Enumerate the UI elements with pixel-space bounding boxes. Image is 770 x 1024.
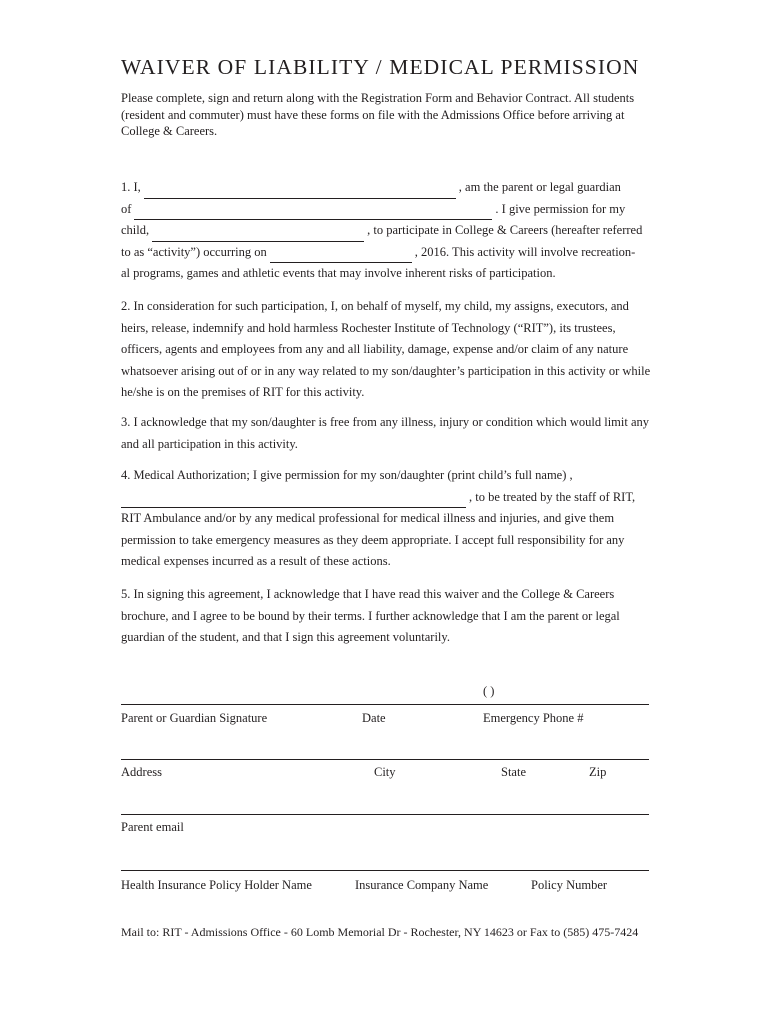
paragraph-3: 3. I acknowledge that my son/daughter is free from any illness, injury or condition which would limit any and all participation in this activity. [121, 415, 650, 451]
signature-label: Parent or Guardian Signature [121, 711, 268, 725]
p4-rest: RIT Ambulance and/or by any medical professional for medical illness and injuries, and give them permission to take emergency measures as they deem appropriate. I accept full responsibility for any medical expenses incurred as a result of these actions. [121, 511, 625, 568]
state-label: State [501, 765, 526, 779]
address-line[interactable] [121, 759, 649, 760]
zip-label: Zip [589, 765, 607, 779]
email-line[interactable] [121, 814, 649, 815]
insurance-company-label: Insurance Company Name [355, 878, 489, 892]
p1-line2-label-b: . I give permission for my [495, 201, 626, 216]
address-label: Address [121, 765, 162, 779]
p1-line3-label: child, [121, 223, 150, 237]
p1-line2-label: of [121, 201, 132, 216]
p1-line3-label-b: , to participate in College & Careers (hereafter referred [367, 223, 643, 237]
emergency-phone-label: Emergency Phone # [483, 711, 584, 725]
signature-line[interactable] [121, 704, 649, 705]
paragraph-1 [121, 177, 651, 285]
policy-holder-label: Health Insurance Policy Holder Name [121, 878, 312, 892]
parent-email-label: Parent email [121, 820, 184, 834]
paragraph-5: 5. In signing this agreement, I acknowledge that I have read this waiver and the College & Careers brochure, and I agree to be bound by their terms. I further acknowledge that I am the parent or legal guardian of the student, and that I sign this agreement voluntarily. [121, 587, 620, 644]
phone-area-code-parens: ( ) [483, 684, 495, 698]
city-label: City [374, 765, 396, 779]
child-name-field[interactable] [152, 227, 364, 242]
paragraph-2: 2. In consideration for such participation, I, on behalf of myself, my child, my assigns, executors, and heirs, release, indemnify and hold harmless Rochester Institute of Technology (“RIT”), its trustees, officers, agents and employees from any and all liability, damage, expense and/or claim of any nature whatsoever arising out of or in any way related to my son/daughter’s participation in this activity or while he/she is on the premises of RIT for this activity. [121, 299, 651, 399]
p1-line1-label-b: , am the parent or legal guardian [458, 180, 621, 194]
date-label: Date [362, 711, 386, 725]
of-field[interactable] [134, 205, 492, 220]
insurance-line[interactable] [121, 870, 649, 871]
p1-line5: al programs, games and athletic events that may involve inherent risks of participation. [121, 266, 556, 280]
p1-line4-label: to as “activity”) occurring on [121, 244, 267, 259]
p1-line4-label-b: , 2016. This activity will involve recreation- [414, 244, 636, 259]
child-full-name-field[interactable] [121, 493, 466, 508]
form-title: WAIVER OF LIABILITY / MEDICAL PERMISSION [121, 55, 640, 79]
p4-line1: 4. Medical Authorization; I give permission for my son/daughter (print child’s full name) , [121, 468, 573, 482]
intro-text: Please complete, sign and return along with the Registration Form and Behavior Contract. All students (resident and commuter) must have these forms on file with the Admissions Office before arriving at College & Careers. [121, 91, 635, 138]
policy-number-label: Policy Number [531, 878, 608, 892]
paragraph-4 [121, 465, 651, 573]
p1-line1-label: 1. I, [121, 180, 141, 194]
activity-date-field[interactable] [270, 248, 412, 263]
guardian-name-field[interactable] [144, 184, 456, 199]
mailing-address-footer: Mail to: RIT - Admissions Office - 60 Lomb Memorial Dr - Rochester, NY 14623 or Fax to (585) 475-7424 [121, 925, 639, 939]
p4-line2-label: , to be treated by the staff of RIT, [469, 489, 636, 504]
